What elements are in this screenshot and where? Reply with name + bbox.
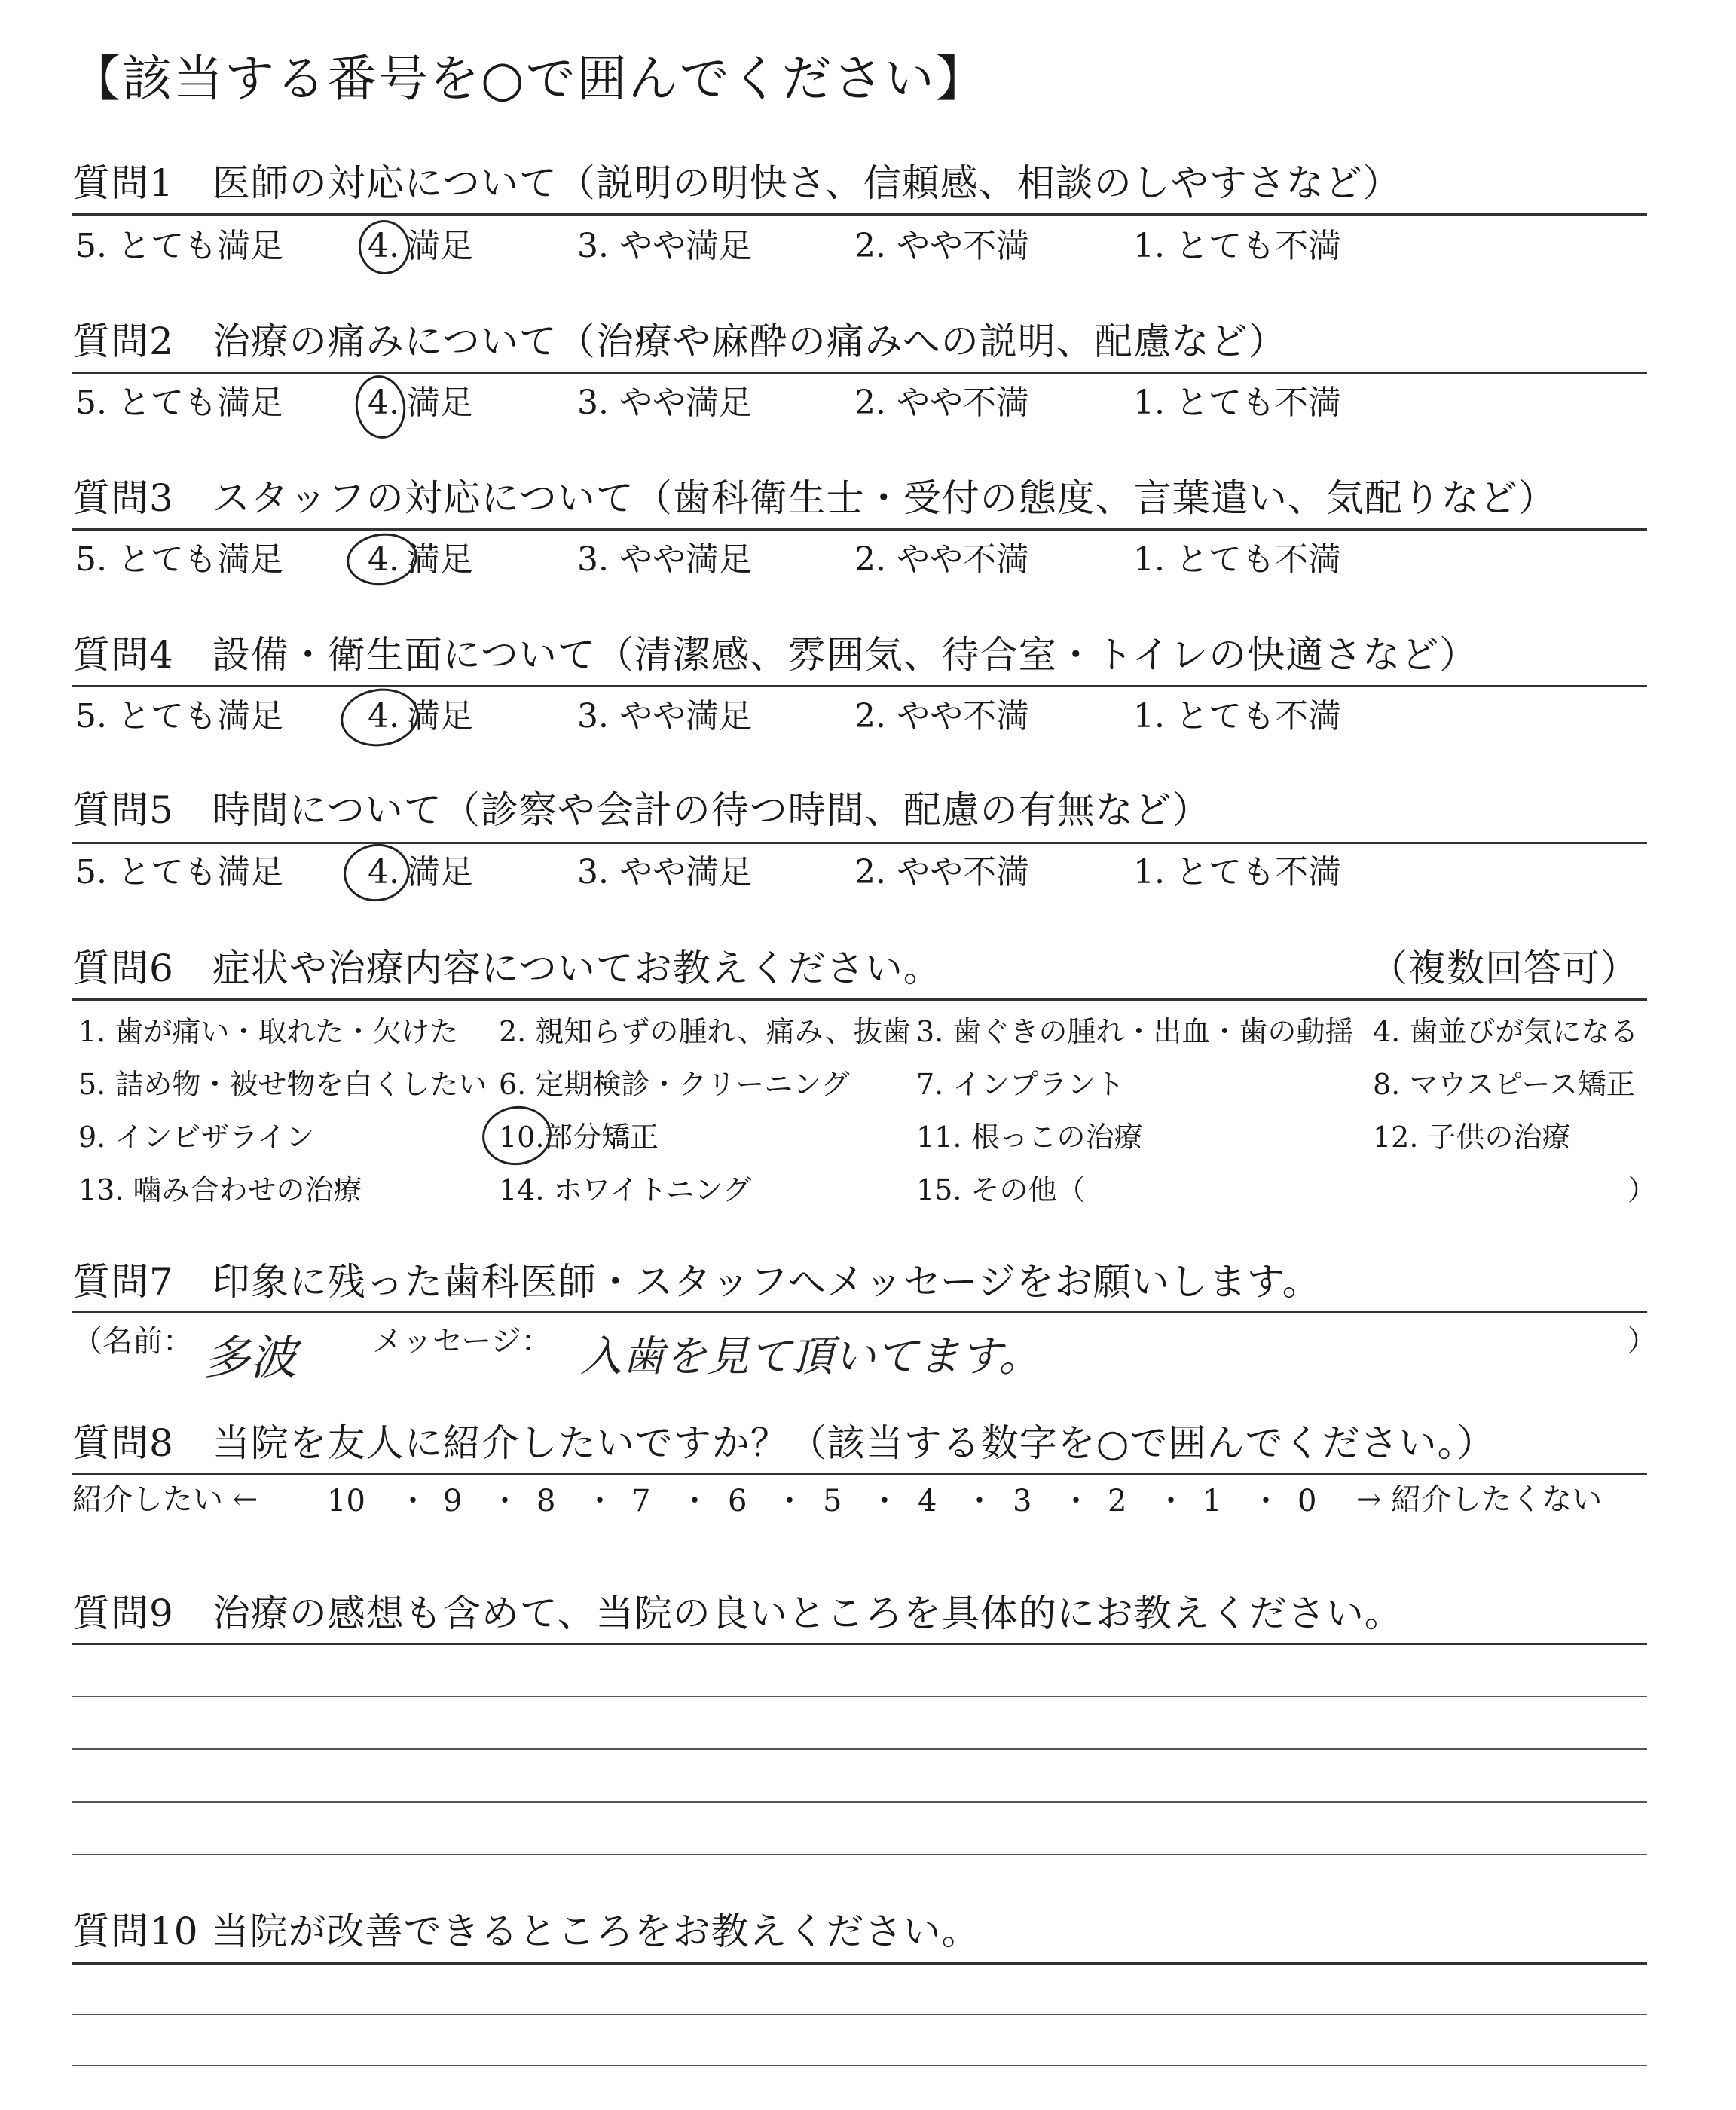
q4-option-5[interactable]: 5. とても満足 [75,697,283,735]
q7-close-paren: ） [1628,1324,1657,1357]
q5-option-1[interactable]: 1. とても不満 [1133,853,1341,891]
q8-score-3[interactable]: 3 [1013,1484,1032,1518]
q8-dot: ・ [775,1484,805,1518]
q3-answer-circle [344,529,421,589]
q8-dot: ・ [490,1484,520,1518]
question-9-rule [72,1643,1647,1645]
q1-option-5[interactable]: 5. とても満足 [75,227,283,265]
q4-option-1[interactable]: 1. とても不満 [1133,697,1341,735]
q6-item-2[interactable]: 2. 親知らずの腫れ、痛み、抜歯 [499,1015,911,1048]
q8-score-2[interactable]: 2 [1108,1484,1127,1518]
q6-item-10-number[interactable]: 10. [499,1121,545,1154]
q4-option-4-number[interactable]: 4. [368,697,399,735]
q5-option-3[interactable]: 3. やや満足 [577,853,752,891]
question-6-rule [72,998,1647,1001]
q3-option-4-label[interactable]: 満足 [407,540,473,579]
q7-name-label: （名前： [72,1324,193,1359]
q6-item-9[interactable]: 9. インビザライン [78,1121,315,1154]
q7-name-value[interactable]: 多波 [203,1330,298,1385]
q4-answer-circle [337,683,423,751]
question-3-rule [72,528,1647,531]
q8-score-4[interactable]: 4 [918,1484,937,1518]
q8-dot: ・ [964,1484,995,1518]
question-10-rule [72,1962,1647,1965]
q9-answer-line[interactable] [72,1801,1647,1803]
q9-answer-line[interactable] [72,1696,1647,1697]
q1-option-2[interactable]: 2. やや不満 [854,227,1029,265]
q2-answer-circle [351,372,409,442]
q6-item-7[interactable]: 7. インプラント [916,1068,1125,1101]
question-8-title: 質問8 当院を友人に紹介したいですか？（該当する数字を○で囲んでください。） [72,1421,1496,1465]
q5-option-5[interactable]: 5. とても満足 [75,853,283,891]
q6-item-1[interactable]: 1. 歯が痛い・取れた・欠けた [78,1015,459,1048]
q8-score-1[interactable]: 1 [1203,1484,1222,1518]
question-3-title: 質問3 スタッフの対応について（歯科衛生士・受付の態度、言葉遣い、気配りなど） [72,476,1557,520]
q6-item-10-label[interactable]: 部分矯正 [544,1121,659,1154]
q7-message-value[interactable]: 入歯を見て頂いてます。 [580,1332,1041,1381]
q6-item-8[interactable]: 8. マウスピース矯正 [1373,1068,1635,1101]
q9-answer-line[interactable] [72,1854,1647,1855]
q8-dot: ・ [1251,1484,1281,1518]
q10-answer-line[interactable] [72,2014,1647,2015]
q4-option-4-label[interactable]: 満足 [407,697,473,735]
q3-option-5[interactable]: 5. とても満足 [75,540,283,579]
q6-item-5[interactable]: 5. 詰め物・被せ物を白くしたい [78,1068,487,1101]
question-5-title: 質問5 時間について（診察や会計の待つ時間、配慮の有無など） [72,788,1211,832]
question-10-title: 質問10 当院が改善できるところをお教えください。 [72,1910,980,1953]
q8-dot: ・ [398,1484,428,1518]
q8-dot: ・ [1061,1484,1091,1518]
question-2-rule [72,372,1647,374]
q8-score-0[interactable]: 0 [1297,1484,1317,1518]
q8-dot: ・ [870,1484,900,1518]
q6-item-6[interactable]: 6. 定期検診・クリーニング [499,1068,850,1101]
q1-option-1[interactable]: 1. とても不満 [1133,227,1341,265]
q3-option-1[interactable]: 1. とても不満 [1133,540,1341,579]
q3-option-2[interactable]: 2. やや不満 [854,540,1029,579]
q8-dot: ・ [680,1484,710,1518]
q4-option-3[interactable]: 3. やや満足 [577,697,752,735]
q2-option-1[interactable]: 1. とても不満 [1133,384,1341,422]
q9-answer-line[interactable] [72,1748,1647,1750]
q8-dot: ・ [1156,1484,1186,1518]
q8-score-8[interactable]: 8 [536,1484,556,1518]
q8-score-10[interactable]: 10 [327,1484,365,1518]
question-2-title: 質問2 治療の痛みについて（治療や麻酔の痛みへの説明、配慮など） [72,320,1287,363]
q6-item-13[interactable]: 13. 噛み合わせの治療 [78,1173,362,1206]
question-6-note: （複数回答可） [1370,946,1639,990]
question-6-title: 質問6 症状や治療内容についてお教えください。 [72,946,942,990]
q5-answer-circle [340,839,414,906]
question-9-title: 質問9 治療の感想も含めて、当院の良いところを具体的にお教えください。 [72,1592,1403,1635]
question-7-title: 質問7 印象に残った歯科医師・スタッフへメッセージをお願いします。 [72,1260,1321,1304]
q8-dot: ・ [585,1484,615,1518]
q2-option-4-label[interactable]: 満足 [407,384,473,422]
q1-answer-circle [355,217,413,278]
q1-option-3[interactable]: 3. やや満足 [577,227,752,265]
q8-score-7[interactable]: 7 [631,1484,651,1518]
question-7-rule [72,1311,1647,1313]
q1-option-4-number[interactable]: 4. [368,227,399,265]
q10-answer-line[interactable] [72,2065,1647,2066]
q6-item-12[interactable]: 12. 子供の治療 [1373,1121,1571,1154]
q8-right-label: → 紹介したくない [1356,1482,1603,1517]
q3-option-4-number[interactable]: 4. [368,540,399,579]
q6-item-4[interactable]: 4. 歯並びが気になる [1373,1015,1639,1048]
q2-option-5[interactable]: 5. とても満足 [75,384,283,422]
question-8-rule [72,1473,1647,1475]
q6-item-15-close: ） [1628,1173,1657,1206]
q6-answer-circle [478,1102,555,1170]
q8-score-5[interactable]: 5 [823,1484,842,1518]
q6-item-15[interactable]: 15. その他（ [916,1173,1086,1206]
question-4-rule [72,685,1647,687]
question-1-rule [72,213,1647,216]
q2-option-3[interactable]: 3. やや満足 [577,384,752,422]
q4-option-2[interactable]: 2. やや不満 [854,697,1029,735]
q8-left-label: 紹介したい ← [72,1482,258,1517]
question-4-title: 質問4 設備・衛生面について（清潔感、雰囲気、待合室・トイレの快適さなど） [72,633,1478,677]
q5-option-4-label[interactable]: 満足 [407,853,473,891]
q8-score-9[interactable]: 9 [443,1484,463,1518]
q6-item-11[interactable]: 11. 根っこの治療 [916,1121,1143,1154]
q3-option-3[interactable]: 3. やや満足 [577,540,752,579]
q7-message-label: メッセージ： [372,1324,552,1359]
form-heading: 【該当する番号を○で囲んでください】 [71,50,987,108]
q6-item-14[interactable]: 14. ホワイトニング [499,1173,752,1206]
q6-item-3[interactable]: 3. 歯ぐきの腫れ・出血・歯の動揺 [916,1015,1354,1048]
q8-score-6[interactable]: 6 [728,1484,747,1518]
question-1-title: 質問1 医師の対応について（説明の明快さ、信頼感、相談のしやすさなど） [72,161,1401,205]
q2-option-2[interactable]: 2. やや不満 [854,384,1029,422]
q5-option-4-number[interactable]: 4. [368,853,399,891]
q5-option-2[interactable]: 2. やや不満 [854,853,1029,891]
question-5-rule [72,842,1647,844]
q2-option-4-number[interactable]: 4. [368,384,399,422]
q1-option-4-label[interactable]: 満足 [407,227,473,265]
